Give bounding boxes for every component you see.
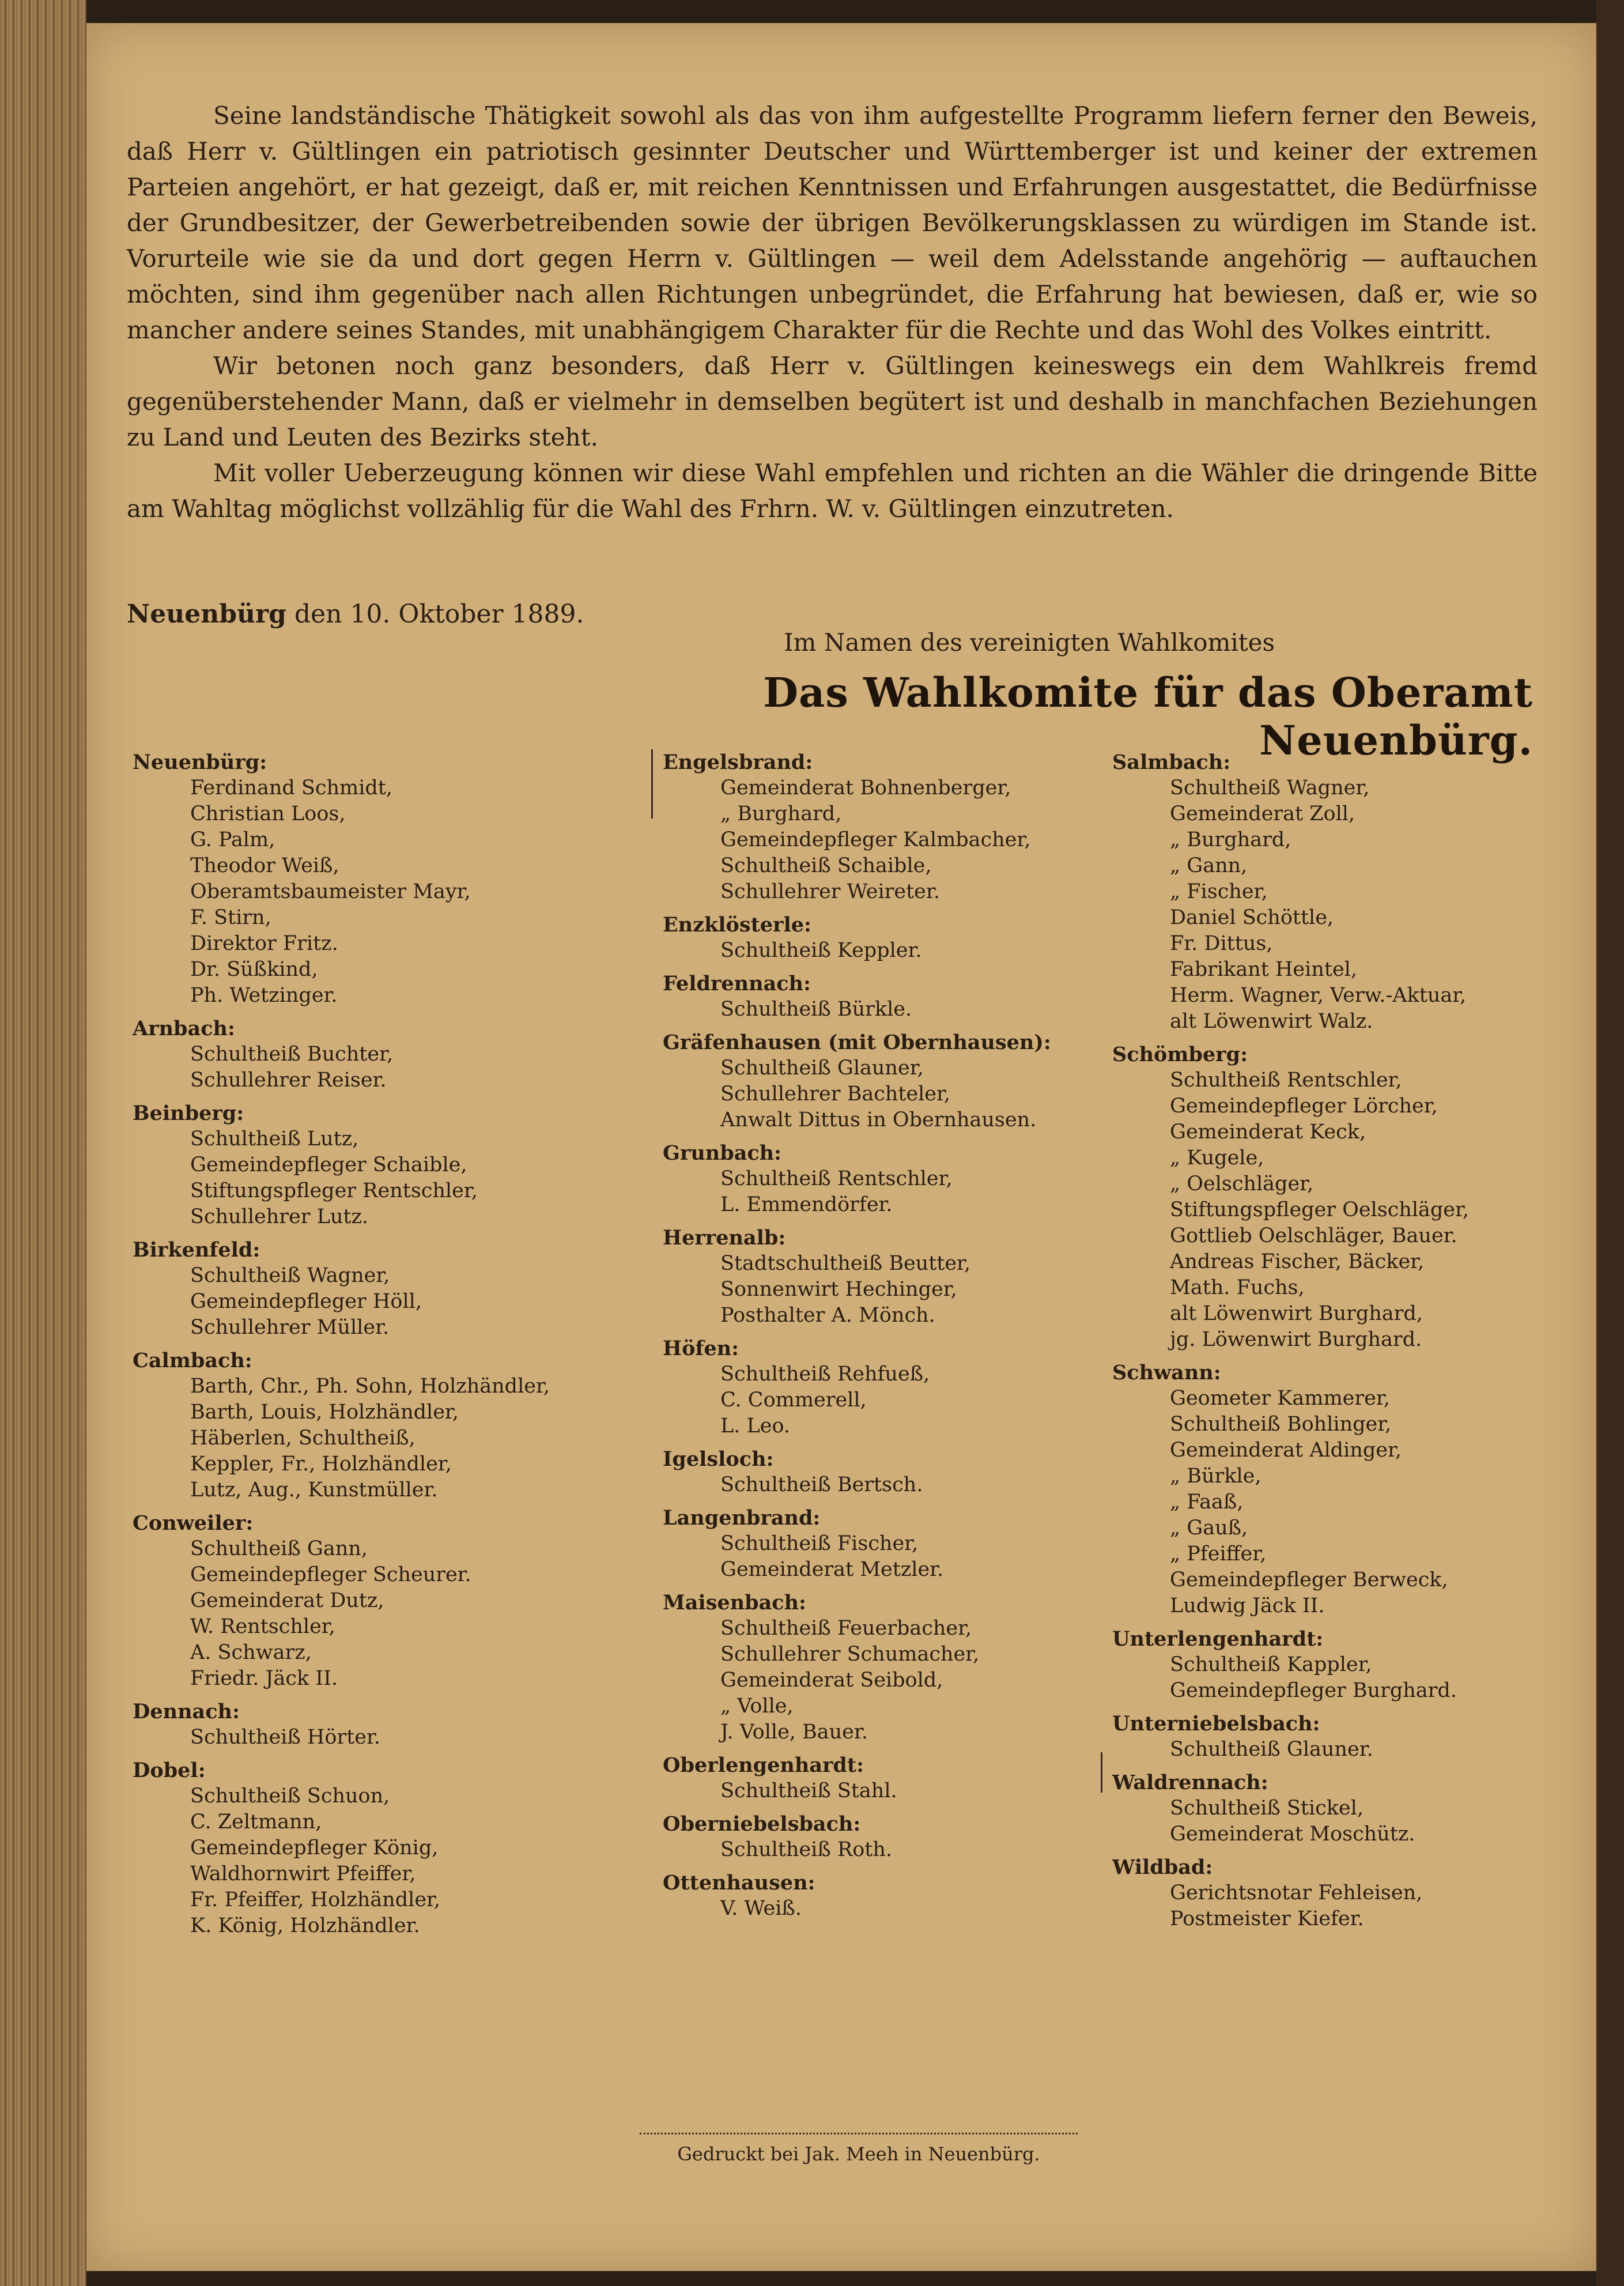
committee-member: Schultheiß Rehfueß, (720, 1363, 930, 1386)
place-heading: Salmbach: (1112, 750, 1231, 774)
committee-member: Direktor Fritz. (190, 932, 338, 955)
committee-member: Gemeindepfleger Kalmbacher, (720, 828, 1031, 851)
place-heading: Grunbach: (663, 1141, 782, 1165)
committee-member: Stiftungspfleger Oelschläger, (1170, 1198, 1470, 1221)
committee-member: Schultheiß Feuerbacher, (720, 1617, 972, 1640)
place-heading: Igelsloch: (663, 1447, 774, 1471)
committee-member: Ph. Wetzinger. (190, 984, 338, 1007)
place-heading: Engelsbrand: (663, 750, 813, 774)
committee-member: L. Leo. (720, 1414, 791, 1438)
committee-member: Herm. Wagner, Verw.-Aktuar, (1170, 984, 1467, 1007)
committee-member: V. Weiß. (720, 1897, 802, 1920)
committee-member: Barth, Louis, Holzhändler, (190, 1401, 459, 1424)
committee-member: alt Löwenwirt Walz. (1170, 1010, 1373, 1033)
place-heading: Oberniebelsbach: (663, 1812, 861, 1836)
committee-member: Gemeindepfleger Burghard. (1170, 1679, 1457, 1702)
committee-member: Schultheiß Roth. (720, 1838, 893, 1861)
committee-member: Schultheiß Glauner. (1170, 1738, 1373, 1761)
committee-member: Keppler, Fr., Holzhändler, (190, 1453, 452, 1476)
place-heading: Höfen: (663, 1337, 739, 1360)
intro-paragraph: Seine landständische Thätigkeit sowohl als das von ihm aufgestellte Programm liefern ferner den Beweis, daß Herr v. Gültlingen ein patriotisch gesinnter Deutscher und Württemberger ist und keiner der extremen Parteien angehört, er hat gezeigt, daß er, mit reichen Kenntnissen und Erfahrungen ausgestattet, die Bedürfnisse der Grundbesitzer, der Gewerbetreibenden sowie der übrigen Bevölkerungsklassen zu würdigen im Stande ist. Vorurteile wie sie da und dort gegen Herrn v. Gültlingen — weil dem Adelsstande angehörig — auftauchen möchten, sind ihm gegenüber nach allen Richtungen unbegründet, die Erfahrung hat bewiesen, daß er, wie so mancher andere seines Standes, mit unabhängigem Charakter für die Rechte und das Wohl des Volkes eintritt. (127, 101, 1538, 344)
committee-member: Gerichtsnotar Fehleisen, (1170, 1881, 1423, 1904)
committee-member: Waldhornwirt Pfeiffer, (190, 1862, 416, 1885)
committee-member: Lutz, Aug., Kunstmüller. (190, 1478, 438, 1502)
committee-member: Fr. Dittus, (1170, 932, 1273, 955)
committee-member: Schultheiß Glauner, (720, 1057, 924, 1080)
committee-member: Schullehrer Weireter. (720, 880, 940, 903)
committee-member: C. Commerell, (720, 1389, 867, 1412)
committee-member: Gottlieb Oelschläger, Bauer. (1170, 1224, 1457, 1247)
committee-member: „ Volle, (720, 1695, 794, 1718)
place-heading: Beinberg: (133, 1101, 244, 1125)
committee-member: Schultheiß Gann, (190, 1537, 368, 1560)
committee-preamble: Im Namen des vereinigten Wahlkomites (784, 628, 1275, 657)
committee-member: Oberamtsbaumeister Mayr, (190, 880, 471, 903)
place-heading: Schwann: (1112, 1361, 1221, 1385)
committee-member: „ Burghard, (720, 802, 842, 825)
committee-member: Anwalt Dittus in Obernhausen. (720, 1108, 1037, 1131)
dateline (127, 599, 584, 629)
place-heading: Ottenhausen: (663, 1871, 815, 1895)
committee-member: Math. Fuchs, (1170, 1276, 1305, 1299)
committee-member: Gemeindepfleger Berweck, (1170, 1568, 1448, 1591)
committee-member: Schullehrer Schumacher, (720, 1643, 980, 1666)
committee-member: Sonnenwirt Hechinger, (720, 1278, 957, 1301)
committee-member: Schullehrer Bachteler, (720, 1082, 951, 1106)
committee-member: Gemeinderat Metzler. (720, 1558, 944, 1581)
committee-member: Dr. Süßkind, (190, 958, 318, 981)
committee-member: Theodor Weiß, (190, 854, 339, 877)
committee-member: Gemeindepfleger Lörcher, (1170, 1095, 1438, 1118)
committee-member: Schultheiß Wagner, (1170, 776, 1370, 799)
committee-member: Schultheiß Buchter, (190, 1043, 394, 1066)
committee-member: Fabrikant Heintel, (1170, 958, 1357, 981)
intro-paragraph: Mit voller Ueberzeugung können wir diese Wahl empfehlen und richten an die Wähler die dringende Bitte am Wahltag möglichst vollzählig für die Wahl des Frhrn. W. v. Gültlingen einzutreten. (127, 459, 1538, 523)
committee-member: jg. Löwenwirt Burghard. (1170, 1328, 1422, 1351)
committee-member: „ Gann, (1170, 854, 1248, 877)
page-gutter (1596, 0, 1624, 2286)
intro-paragraph: Wir betonen noch ganz besonders, daß Herr v. Gültlingen keineswegs ein dem Wahlkreis fremd gegenüberstehender Mann, daß er vielmehr in demselben begütert ist und deshalb in manchfachen Beziehungen zu Land und Leuten des Bezirks steht. (127, 352, 1538, 451)
column-1 (133, 749, 651, 1939)
committee-member: Gemeindepfleger Höll, (190, 1290, 422, 1313)
committee-member: „ Gauß, (1170, 1517, 1248, 1540)
committee-member: Schultheiß Bohlinger, (1170, 1413, 1392, 1436)
committee-member: „ Oelschläger, (1170, 1172, 1314, 1195)
place-heading: Maisenbach: (663, 1591, 806, 1614)
committee-member: Schultheiß Bürkle. (720, 998, 912, 1021)
place-heading: Gräfenhausen (mit Obernhausen): (663, 1031, 1051, 1054)
place-heading: Dobel: (133, 1759, 206, 1782)
committee-member: Schultheiß Hörter. (190, 1726, 380, 1749)
place-heading: Dennach: (133, 1700, 240, 1723)
intro-text (127, 98, 1538, 527)
committee-member: C. Zeltmann, (190, 1810, 322, 1834)
committee-member: J. Volle, Bauer. (720, 1721, 868, 1744)
committee-member: Gemeinderat Keck, (1170, 1121, 1366, 1144)
committee-member: Häberlen, Schultheiß, (190, 1427, 416, 1450)
committee-member: Gemeinderat Moschütz. (1170, 1823, 1415, 1846)
committee-member: G. Palm, (190, 828, 275, 851)
committee-member: Schultheiß Keppler. (720, 939, 922, 962)
committee-member: Ferdinand Schmidt, (190, 776, 392, 799)
committee-member: F. Stirn, (190, 906, 271, 929)
column-divider (651, 749, 653, 818)
committee-member: Schullehrer Lutz. (190, 1205, 369, 1228)
column-3 (1112, 749, 1539, 1932)
place-heading: Conweiler: (133, 1511, 254, 1535)
committee-member: K. König, Holzhändler. (190, 1914, 420, 1937)
committee-member: „ Faaß, (1170, 1491, 1244, 1514)
committee-member: Gemeindepfleger Scheurer. (190, 1563, 471, 1586)
committee-member: „ Pfeiffer, (1170, 1542, 1267, 1566)
committee-member: Schultheiß Fischer, (720, 1532, 919, 1555)
committee-member: L. Emmendörfer. (720, 1193, 893, 1216)
footer-divider (640, 2133, 1078, 2136)
committee-member: Geometer Kammerer, (1170, 1387, 1390, 1410)
committee-member: Gemeinderat Aldinger, (1170, 1439, 1402, 1462)
committee-member: Schultheiß Kappler, (1170, 1653, 1372, 1676)
place-heading: Waldrennach: (1112, 1771, 1268, 1794)
committee-member: Gemeinderat Seibold, (720, 1669, 943, 1692)
committee-member: A. Schwarz, (190, 1641, 312, 1664)
committee-member: Gemeinderat Zoll, (1170, 802, 1355, 825)
book-edge (0, 0, 86, 2286)
committee-member: Gemeindepfleger Schaible, (190, 1153, 467, 1176)
place-heading: Unterlengenhardt: (1112, 1627, 1324, 1651)
place-heading: Arnbach: (133, 1017, 235, 1040)
committee-member: Gemeinderat Dutz, (190, 1589, 384, 1612)
place-heading: Calmbach: (133, 1349, 252, 1372)
place-heading: Birkenfeld: (133, 1238, 260, 1262)
column-divider (1101, 1752, 1102, 1793)
dateline-date: den 10. Oktober 1889. (294, 599, 584, 629)
column-2 (663, 749, 1089, 1922)
committee-member: Schullehrer Reiser. (190, 1069, 387, 1092)
committee-member: Stadtschultheiß Beutter, (720, 1252, 971, 1275)
committee-member: Schultheiß Stickel, (1170, 1797, 1364, 1820)
committee-member: Friedr. Jäck II. (190, 1667, 338, 1690)
committee-member: Postmeister Kiefer. (1170, 1907, 1364, 1930)
committee-member: Daniel Schöttle, (1170, 906, 1334, 929)
committee-member: Gemeindepfleger König, (190, 1836, 439, 1859)
committee-member: Posthalter A. Mönch. (720, 1304, 935, 1327)
committee-member: Schultheiß Rentschler, (1170, 1069, 1402, 1092)
committee-member: Schultheiß Rentschler, (720, 1167, 953, 1190)
committee-member: alt Löwenwirt Burghard, (1170, 1302, 1423, 1325)
committee-title: Das Wahlkomite für das Oberamt Neuenbürg. (763, 669, 1533, 764)
committee-member: „ Bürkle, (1170, 1465, 1262, 1488)
committee-member: Schullehrer Müller. (190, 1316, 390, 1339)
place-heading: Wildbad: (1112, 1855, 1213, 1879)
committee-member: Gemeinderat Bohnenberger, (720, 776, 1011, 799)
place-heading: Neuenbürg: (133, 750, 267, 774)
place-heading: Herrenalb: (663, 1226, 786, 1250)
committee-member: „ Kugele, (1170, 1146, 1264, 1170)
committee-member: Barth, Chr., Ph. Sohn, Holzhändler, (190, 1375, 550, 1398)
committee-member: „ Burghard, (1170, 828, 1291, 851)
committee-member: „ Fischer, (1170, 880, 1268, 903)
committee-member: Schultheiß Lutz, (190, 1127, 359, 1150)
place-heading: Unterniebelsbach: (1112, 1712, 1320, 1736)
committee-member: Schultheiß Bertsch. (720, 1473, 923, 1496)
place-heading: Oberlengenhardt: (663, 1753, 864, 1777)
place-heading: Langenbrand: (663, 1506, 821, 1530)
committee-member: Schultheiß Stahl. (720, 1779, 897, 1802)
committee-member: Schultheiß Wagner, (190, 1264, 390, 1287)
committee-member: Schultheiß Schaible, (720, 854, 932, 877)
committee-member: Christian Loos, (190, 802, 346, 825)
committee-member: Fr. Pfeiffer, Holzhändler, (190, 1888, 441, 1911)
place-heading: Feldrennach: (663, 972, 811, 995)
dateline-place: Neuenbürg (127, 599, 286, 629)
place-heading: Schömberg: (1112, 1043, 1248, 1066)
printer-imprint: Gedruckt bei Jak. Meeh in Neuenbürg. (677, 2143, 1040, 2165)
committee-member: Schultheiß Schuon, (190, 1785, 390, 1808)
place-heading: Enzklösterle: (663, 913, 811, 937)
committee-member: W. Rentschler, (190, 1615, 335, 1638)
committee-member: Ludwig Jäck II. (1170, 1594, 1325, 1617)
committee-member: Andreas Fischer, Bäcker, (1170, 1250, 1425, 1273)
committee-member: Stiftungspfleger Rentschler, (190, 1179, 478, 1202)
